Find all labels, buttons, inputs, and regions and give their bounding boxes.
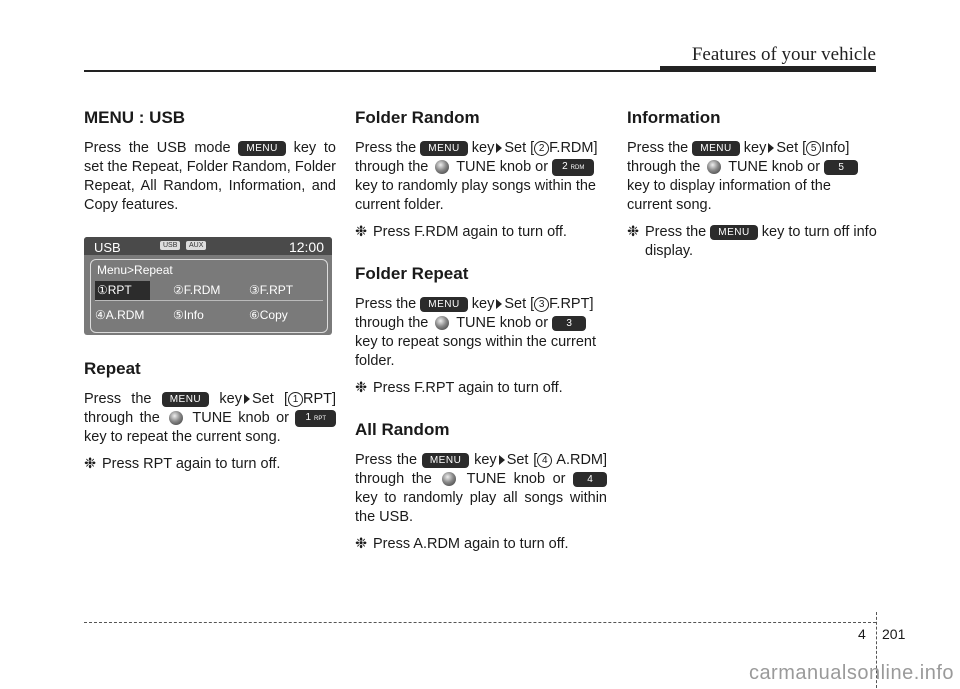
information-note: ❉ Press the MENU key to turn off info display.: [627, 224, 877, 259]
repeat-text: Press the MENU key Set [ 1 RPT] through the TUNE knob or 1 RPT key to repeat the current song.: [84, 391, 337, 445]
lcd-status-bar: [84, 237, 332, 255]
column-3: [627, 108, 879, 283]
all-random-text: Press the MENU key Set [ 4 A.RDM] through the TUNE knob or 4 key to randomly play all songs within the USB.: [355, 452, 608, 525]
circled-2-icon: 2: [534, 141, 549, 156]
tune-knob-icon: [435, 316, 449, 330]
menu-key-icon: MENU: [420, 141, 467, 156]
all-random-note: ❉ Press A.RDM again to turn off.: [355, 536, 569, 552]
folder-random-text: Press the MENU key Set [ 2 F.RDM] through the TUNE knob or 2 RDM key to randomly play songs within the current folder.: [355, 140, 598, 213]
section-repeat: [84, 359, 336, 474]
lcd-badge-aux: AUX: [186, 241, 206, 250]
lcd-item-frdm: ②F.RDM: [173, 283, 221, 297]
lcd-item-frpt: ③F.RPT: [249, 283, 294, 297]
section-folder-random: [355, 108, 607, 242]
heading-menu-usb: MENU : USB: [84, 108, 186, 127]
menu-key-icon: MENU: [420, 297, 467, 312]
lcd-item-rpt: ①RPT: [95, 281, 150, 300]
watermark: carmanualsonline.info: [748, 662, 954, 684]
folder-repeat-text: Press the MENU key Set [ 3 F.RPT] through the TUNE knob or 3 key to repeat songs within the current folder.: [355, 296, 596, 369]
column-1: [84, 108, 336, 496]
folder-repeat-note: ❉ Press F.RPT again to turn off.: [355, 380, 563, 396]
repeat-note: ❉ Press RPT again to turn off.: [84, 456, 281, 472]
lcd-time: 12:00: [288, 239, 324, 255]
tune-knob-icon: [169, 411, 183, 425]
tune-knob-icon: [435, 160, 449, 174]
circled-1-icon: 1: [288, 392, 303, 407]
lcd-item-copy: ⑥Copy: [249, 308, 288, 322]
section-folder-repeat: [355, 264, 607, 398]
key-1-rpt-icon: 1 RPT: [295, 410, 336, 427]
key-2-rdm-icon: 2 RDM: [552, 159, 594, 176]
lcd-badge-usb: USB: [160, 241, 180, 250]
arrow-right-icon: [244, 394, 250, 404]
lcd-item-ardm: ④A.RDM: [95, 308, 145, 322]
lcd-divider: [95, 300, 323, 301]
folder-random-note: ❉ Press F.RDM again to turn off.: [355, 224, 567, 240]
page-header-title: Features of your vehicle: [691, 44, 876, 65]
note-symbol-icon: ❉: [355, 536, 368, 552]
key-4-icon: 4: [573, 472, 607, 487]
circled-5-icon: 5: [806, 141, 821, 156]
lcd-item-info: ⑤Info: [173, 308, 204, 322]
menu-key-icon: MENU: [238, 141, 285, 156]
key-5-icon: 5: [824, 160, 858, 175]
heading-repeat: Repeat: [84, 359, 141, 378]
lcd-menu-title: Menu>Repeat: [97, 263, 173, 277]
menu-usb-text: Press the USB mode MENU key to set the Repeat, Folder Random, Folder Repeat, All Random, Information, and Copy features.: [84, 140, 336, 213]
section-all-random: [355, 420, 607, 554]
heading-all-random: All Random: [355, 420, 450, 439]
heading-folder-repeat: Folder Repeat: [355, 264, 469, 283]
menu-key-icon: MENU: [422, 453, 469, 468]
note-symbol-icon: ❉: [84, 456, 97, 472]
column-2: [355, 108, 607, 576]
arrow-right-icon: [496, 143, 502, 153]
heading-information: Information: [627, 108, 721, 127]
arrow-right-icon: [768, 143, 774, 153]
circled-4-icon: 4: [537, 453, 552, 468]
chapter-number: 4: [858, 626, 866, 642]
lcd-menu-panel: [90, 259, 328, 333]
information-text: Press the MENU key Set [ 5 Info] through the TUNE knob or 5 key to display information of the current song.: [627, 139, 879, 215]
heading-folder-random: Folder Random: [355, 108, 480, 127]
menu-key-icon: MENU: [710, 225, 757, 240]
note-symbol-icon: ❉: [355, 224, 368, 240]
section-information: [627, 108, 879, 261]
tune-knob-icon: [707, 160, 721, 174]
footer-rule: [84, 622, 876, 623]
menu-key-icon: MENU: [162, 392, 209, 407]
note-symbol-icon: ❉: [355, 380, 368, 396]
tune-knob-icon: [442, 472, 456, 486]
note-symbol-icon: ❉: [627, 224, 640, 240]
section-menu-usb: [84, 108, 336, 215]
menu-key-icon: MENU: [692, 141, 739, 156]
header-rule-accent: [660, 66, 876, 72]
page-number: 201: [882, 626, 906, 642]
arrow-right-icon: [499, 455, 505, 465]
lcd-screen-illustration: [84, 237, 332, 335]
lcd-mode: USB: [94, 240, 121, 255]
circled-3-icon: 3: [534, 297, 549, 312]
arrow-right-icon: [496, 299, 502, 309]
key-3-icon: 3: [552, 316, 586, 331]
